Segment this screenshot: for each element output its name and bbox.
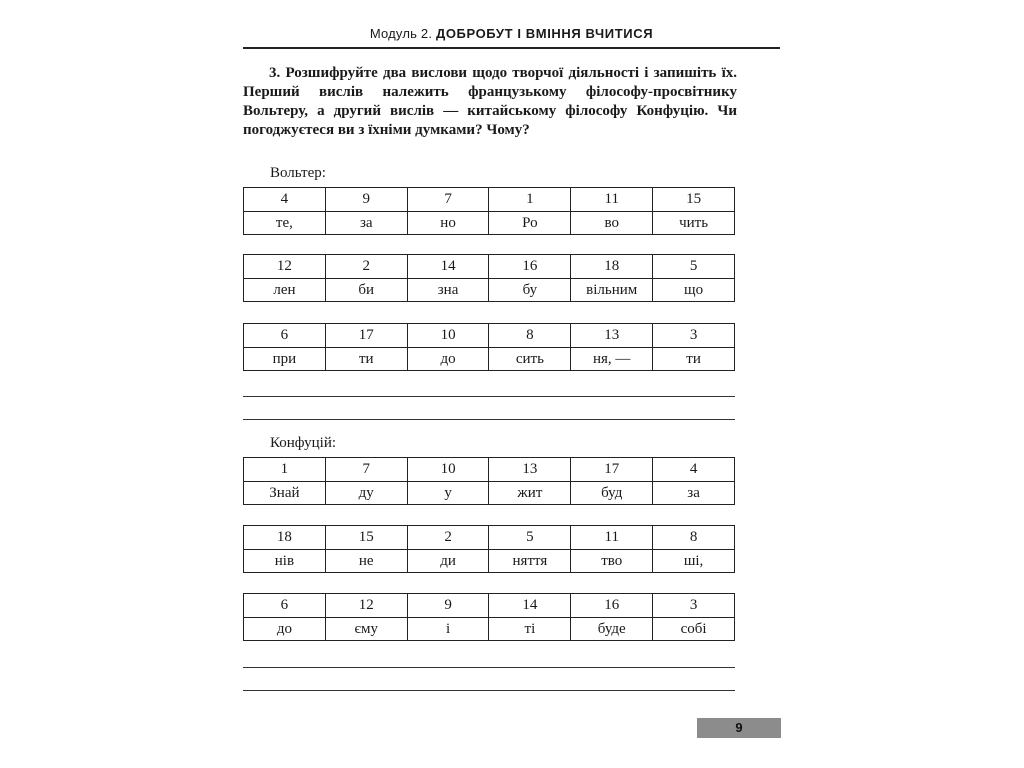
header-rule — [243, 47, 780, 49]
cipher-number: 6 — [244, 324, 326, 348]
answer-line[interactable] — [243, 419, 735, 420]
cipher-number: 11 — [571, 526, 653, 550]
cipher-number: 16 — [489, 255, 571, 279]
answer-line[interactable] — [243, 396, 735, 397]
cipher-syllable: Знай — [244, 482, 326, 505]
cipher-syllable: до — [244, 618, 326, 641]
cipher-number: 16 — [571, 594, 653, 618]
cipher-number: 12 — [244, 255, 326, 279]
cipher-syllable: і — [407, 618, 489, 641]
confucius-table-1 — [243, 457, 735, 505]
cipher-syllable: тво — [571, 550, 653, 573]
cipher-number: 14 — [407, 255, 489, 279]
confucius-table-3 — [243, 593, 735, 641]
cipher-syllable: ду — [325, 482, 407, 505]
cipher-syllable: за — [325, 212, 407, 235]
cipher-number: 3 — [653, 594, 735, 618]
cipher-syllable: собі — [653, 618, 735, 641]
cipher-number: 6 — [244, 594, 326, 618]
cipher-number: 15 — [653, 188, 735, 212]
cipher-syllable: зна — [407, 279, 489, 302]
cipher-syllable: но — [407, 212, 489, 235]
cipher-number: 15 — [325, 526, 407, 550]
confucius-table-2 — [243, 525, 735, 573]
cipher-number: 4 — [653, 458, 735, 482]
cipher-number: 13 — [571, 324, 653, 348]
cipher-syllable: Ро — [489, 212, 571, 235]
cipher-syllable: ті — [489, 618, 571, 641]
cipher-syllable: буде — [571, 618, 653, 641]
cipher-number: 17 — [571, 458, 653, 482]
cipher-number: 5 — [489, 526, 571, 550]
cipher-syllable: до — [407, 348, 489, 371]
cipher-number: 3 — [653, 324, 735, 348]
confucius-label: Конфуцій: — [270, 435, 337, 451]
cipher-number: 18 — [571, 255, 653, 279]
cipher-number: 9 — [407, 594, 489, 618]
cipher-syllable: не — [325, 550, 407, 573]
cipher-number: 1 — [244, 458, 326, 482]
answer-line[interactable] — [243, 690, 735, 691]
cipher-syllable: сить — [489, 348, 571, 371]
cipher-number: 18 — [244, 526, 326, 550]
cipher-number: 2 — [325, 255, 407, 279]
cipher-number: 2 — [407, 526, 489, 550]
cipher-number: 10 — [407, 458, 489, 482]
module-prefix: Модуль 2. — [369, 26, 433, 41]
voltaire-table-1 — [243, 187, 735, 235]
cipher-syllable: нів — [244, 550, 326, 573]
cipher-syllable: во — [571, 212, 653, 235]
cipher-number: 8 — [489, 324, 571, 348]
module-title: ДОБРОБУТ І ВМІННЯ ВЧИТИСЯ — [435, 26, 654, 41]
cipher-number: 8 — [653, 526, 735, 550]
cipher-syllable: ші, — [653, 550, 735, 573]
cipher-number: 12 — [325, 594, 407, 618]
cipher-syllable: єму — [325, 618, 407, 641]
page-number: 9 — [697, 718, 781, 738]
voltaire-table-3 — [243, 323, 735, 371]
cipher-syllable: ди — [407, 550, 489, 573]
cipher-number: 11 — [571, 188, 653, 212]
cipher-syllable: за — [653, 482, 735, 505]
cipher-syllable: при — [244, 348, 326, 371]
cipher-number: 7 — [407, 188, 489, 212]
cipher-syllable: ти — [325, 348, 407, 371]
cipher-syllable: чить — [653, 212, 735, 235]
cipher-number: 4 — [244, 188, 326, 212]
answer-line[interactable] — [243, 667, 735, 668]
cipher-syllable: у — [407, 482, 489, 505]
cipher-number: 9 — [325, 188, 407, 212]
task-text: 3. Розшифруйте два вислови щодо творчої діяльності і запишіть їх. Перший вислів належить французькому філософу-просвітнику Вольтеру, а другий вислів — китайському філософу Конфуцію. Чи погоджуєтеся ви з їхніми думками? Чому? — [243, 65, 737, 138]
cipher-number: 14 — [489, 594, 571, 618]
cipher-syllable: бу — [489, 279, 571, 302]
cipher-number: 10 — [407, 324, 489, 348]
cipher-syllable: те, — [244, 212, 326, 235]
cipher-number: 17 — [325, 324, 407, 348]
cipher-syllable: жит — [489, 482, 571, 505]
cipher-syllable: ня, — — [571, 348, 653, 371]
cipher-syllable: вільним — [571, 279, 653, 302]
cipher-number: 7 — [325, 458, 407, 482]
cipher-syllable: няття — [489, 550, 571, 573]
cipher-syllable: ти — [653, 348, 735, 371]
voltaire-label: Вольтер: — [270, 165, 326, 181]
cipher-number: 13 — [489, 458, 571, 482]
cipher-syllable: буд — [571, 482, 653, 505]
cipher-syllable: би — [325, 279, 407, 302]
module-header — [243, 26, 780, 41]
cipher-number: 5 — [653, 255, 735, 279]
voltaire-table-2 — [243, 254, 735, 302]
cipher-syllable: лен — [244, 279, 326, 302]
cipher-number: 1 — [489, 188, 571, 212]
cipher-syllable: що — [653, 279, 735, 302]
